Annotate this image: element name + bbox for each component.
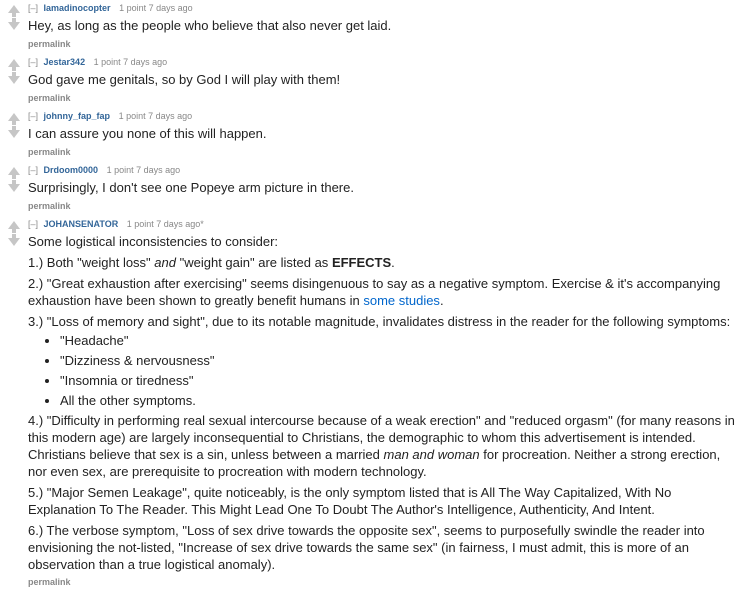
- point-1-text: 1.) Both "weight loss": [28, 255, 155, 270]
- comment-body: I can assure you none of this will happen.: [28, 126, 267, 141]
- permalink-link[interactable]: permalink: [28, 201, 71, 211]
- comment-tagline: [28, 165, 180, 176]
- comment: [0, 57, 750, 107]
- point-1-text: "weight gain" are listed as: [176, 255, 332, 270]
- point-5: 5.) "Major Semen Leakage", quite noticeably, is the only symptom listed that is All The Way Capitalized, With No Explanation To The Reader. This Might Lead One To Doubt The Author's Intelligence, Authenticity, And Intent.: [28, 485, 672, 517]
- point-3: 3.) "Loss of memory and sight", due to its notable magnitude, invalidates distress in the reader for the following symptoms:: [28, 314, 731, 329]
- point-2-text: 2.) "Great exhaustion after exercising" seems disingenuous to say as a negative symptom. Exercise & it's accompanying exhaustion have been shown to greatly benefit humans in: [28, 276, 721, 308]
- comment-body: Surprisingly, I don't see one Popeye arm picture in there.: [28, 180, 354, 195]
- comment-tagline: [28, 219, 204, 230]
- downvote-arrow-icon[interactable]: [8, 76, 20, 84]
- point-6: 6.) The verbose symptom, "Loss of sex drive towards the opposite sex", seems to purposefully swindle the reader into envisioning the not-listed, "Increase of sex drive towards the same sex" (in fairness, I must admit, this is more of an observation than a true logistical anomaly).: [28, 523, 705, 572]
- upvote-arrow-icon[interactable]: [8, 167, 20, 175]
- upvote-arrow-icon[interactable]: [8, 221, 20, 229]
- comment-tagline: [28, 3, 193, 14]
- point-4-text: 4.) "Difficulty in performing real sexual intercourse because of a weak erection" and "reduced orgasm" (for many reasons in this modern age) are largely inconsequential to Christians, the demographic to whom this advertisement is intended. Christians believe that sex is a sin, unless between a married: [28, 413, 735, 462]
- intro-paragraph: Some logistical inconsistencies to consider:: [28, 234, 279, 249]
- point-4-text: for procreation. Neither a strong erection, nor even sex, are prerequisite to procreation with modern technology.: [28, 447, 721, 479]
- comment: [0, 219, 750, 594]
- comment-meta: 1 point 7 days ago: [119, 3, 193, 13]
- comment-tagline: [28, 111, 192, 122]
- comment-meta: 1 point 7 days ago: [118, 111, 193, 121]
- comment-meta: 1 point 7 days ago*: [126, 219, 204, 229]
- permalink-link[interactable]: permalink: [28, 39, 71, 49]
- comment-body: [28, 233, 740, 577]
- comment: [0, 111, 750, 161]
- comment: [0, 165, 750, 215]
- permalink-link[interactable]: permalink: [28, 147, 71, 157]
- author-link[interactable]: johnny_fap_fap: [43, 111, 111, 121]
- list-item: • All the other symptoms.: [60, 392, 740, 409]
- author-link[interactable]: JOHANSENATOR: [43, 219, 119, 229]
- vote-controls: [6, 59, 22, 84]
- author-link[interactable]: Jestar342: [43, 57, 86, 67]
- upvote-arrow-icon[interactable]: [8, 5, 20, 13]
- collapse-toggle[interactable]: [–]: [28, 165, 39, 175]
- collapse-toggle[interactable]: [–]: [28, 219, 39, 229]
- point-1-period: .: [391, 255, 395, 270]
- point-4-emphasis: man and woman: [383, 447, 480, 462]
- downvote-arrow-icon[interactable]: [8, 238, 20, 246]
- point-1-emphasis: and: [154, 255, 176, 270]
- comment: [0, 3, 750, 53]
- list-item: • "Insomnia or tiredness": [60, 372, 740, 389]
- comment-meta: 1 point 7 days ago: [106, 165, 181, 175]
- comment-body: Hey, as long as the people who believe that also never get laid.: [28, 18, 392, 33]
- collapse-toggle[interactable]: [–]: [28, 57, 39, 67]
- point-1: [28, 254, 740, 271]
- some-studies-link[interactable]: some studies: [363, 293, 440, 308]
- comment-meta: 1 point 7 days ago: [93, 57, 168, 67]
- symptom-list: [28, 332, 740, 409]
- point-1-strong: EFFECTS: [331, 255, 392, 270]
- collapse-toggle[interactable]: [–]: [28, 111, 39, 121]
- collapse-toggle[interactable]: [–]: [28, 3, 39, 13]
- permalink-link[interactable]: permalink: [28, 93, 71, 103]
- comment-tagline: [28, 57, 167, 68]
- author-link[interactable]: Iamadinocopter: [43, 3, 111, 13]
- vote-controls: [6, 221, 22, 246]
- vote-controls: [6, 113, 22, 138]
- downvote-arrow-icon[interactable]: [8, 184, 20, 192]
- list-item: • "Dizziness & nervousness": [60, 352, 740, 369]
- downvote-arrow-icon[interactable]: [8, 130, 20, 138]
- point-2-period: .: [439, 293, 444, 308]
- upvote-arrow-icon[interactable]: [8, 59, 20, 67]
- vote-controls: [6, 5, 22, 30]
- list-item: • "Headache": [60, 332, 740, 349]
- author-link[interactable]: Drdoom0000: [43, 165, 99, 175]
- upvote-arrow-icon[interactable]: [8, 113, 20, 121]
- comment-body: God gave me genitals, so by God I will play with them!: [28, 72, 341, 87]
- permalink-link[interactable]: permalink: [28, 577, 71, 587]
- vote-controls: [6, 167, 22, 192]
- downvote-arrow-icon[interactable]: [8, 22, 20, 30]
- point-4: [28, 412, 740, 480]
- point-2: [28, 275, 740, 309]
